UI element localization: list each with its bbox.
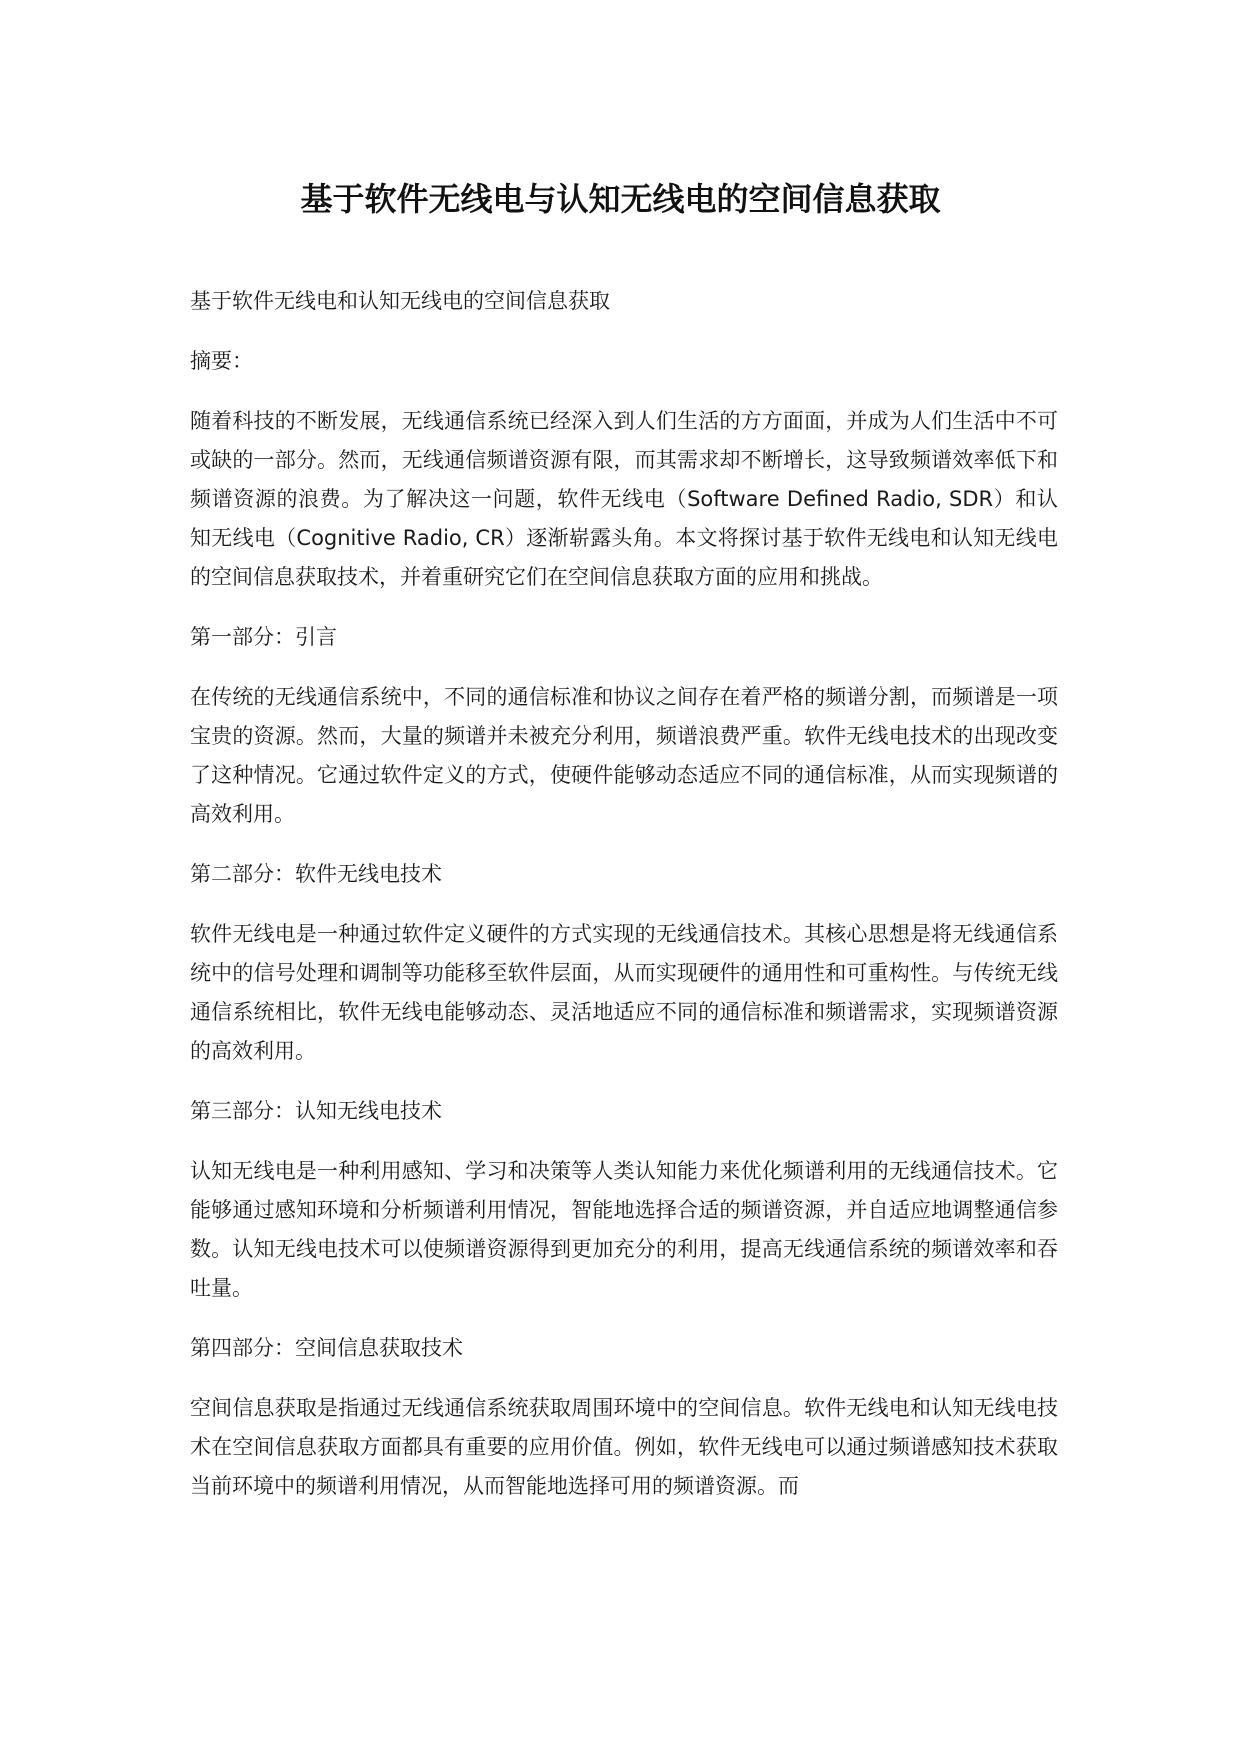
abstract-paragraph: 随着科技的不断发展，无线通信系统已经深入到人们生活的方方面面，并成为人们生活中不可或缺的一部分。然而，无线通信频谱资源有限，而其需求却不断增长，这导致频谱效率低下和频谱资源的浪费。为了解决这一问题，软件无线电（Software Defined Radio, SDR）和认知无线电（Cognitive Radio, CR）逐渐崭露头角。本文将探讨基于软件无线电和认知无线电的空间信息获取技术，并着重研究它们在空间信息获取方面的应用和挑战。 — [190, 409, 1058, 589]
document-subtitle: 基于软件无线电和认知无线电的空间信息获取 — [190, 289, 610, 313]
section-paragraph: 空间信息获取是指通过无线通信系统获取周围环境中的空间信息。软件无线电和认知无线电技术在空间信息获取方面都具有重要的应用价值。例如，软件无线电可以通过频谱感知技术获取当前环境中的频谱利用情况，从而智能地选择可用的频谱资源。而 — [190, 1396, 1058, 1498]
section-heading: 第三部分：认知无线电技术 — [190, 1099, 442, 1123]
section-heading: 第一部分：引言 — [190, 625, 337, 649]
section-heading: 第四部分：空间信息获取技术 — [190, 1336, 463, 1360]
section-paragraph: 认知无线电是一种利用感知、学习和决策等人类认知能力来优化频谱利用的无线通信技术。它能够通过感知环境和分析频谱利用情况，智能地选择合适的频谱资源，并自适应地调整通信参数。认知无线电技术可以使频谱资源得到更加充分的利用，提高无线通信系统的频谱效率和吞吐量。 — [190, 1159, 1058, 1300]
section-paragraph: 软件无线电是一种通过软件定义硬件的方式实现的无线通信技术。其核心思想是将无线通信系统中的信号处理和调制等功能移至软件层面，从而实现硬件的通用性和可重构性。与传统无线通信系统相比，软件无线电能够动态、灵活地适应不同的通信标准和频谱需求，实现频谱资源的高效利用。 — [190, 922, 1058, 1063]
section-heading: 第二部分：软件无线电技术 — [190, 862, 442, 886]
document-title: 基于软件无线电与认知无线电的空间信息获取 — [300, 180, 941, 218]
document-body — [190, 282, 1058, 1527]
abstract-label: 摘要： — [190, 349, 253, 373]
section-paragraph: 在传统的无线通信系统中，不同的通信标准和协议之间存在着严格的频谱分割，而频谱是一项宝贵的资源。然而，大量的频谱并未被充分利用，频谱浪费严重。软件无线电技术的出现改变了这种情况。它通过软件定义的方式，使硬件能够动态适应不同的通信标准，从而实现频谱的高效利用。 — [190, 685, 1058, 826]
